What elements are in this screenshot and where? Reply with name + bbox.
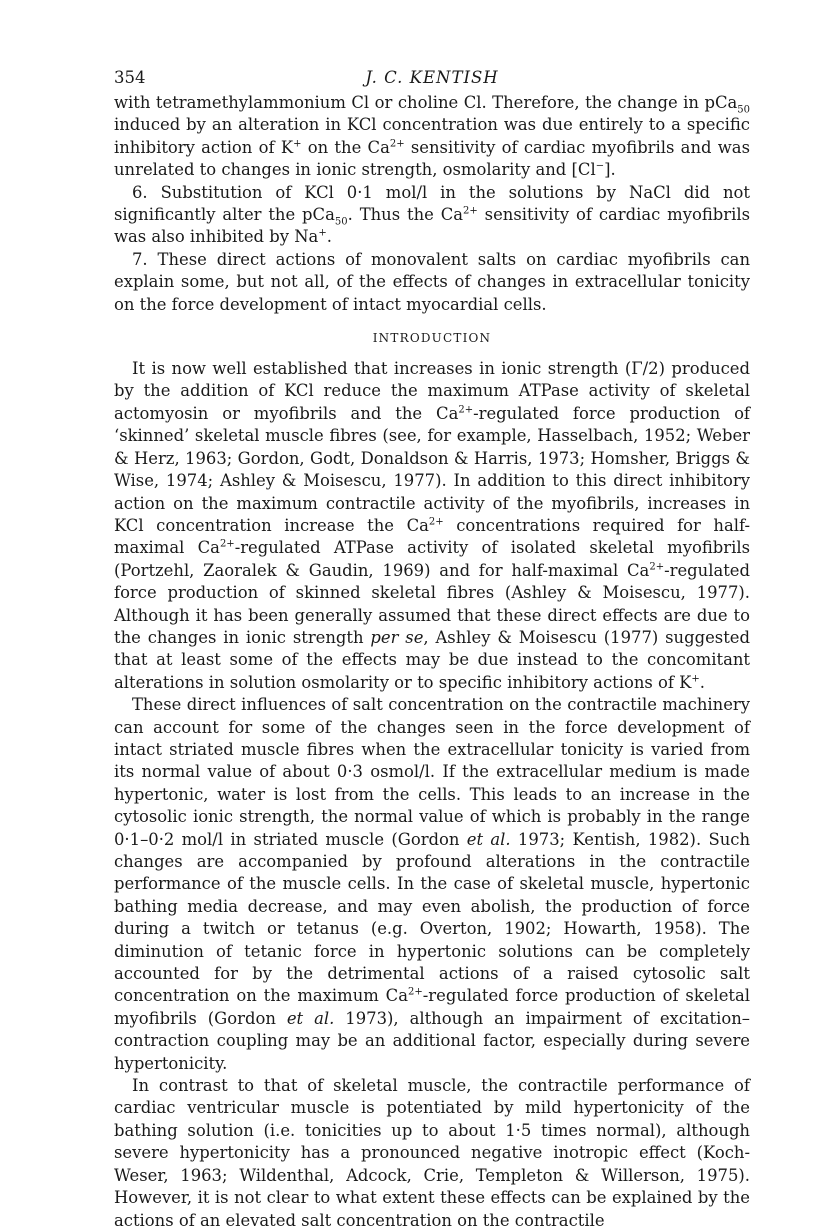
italic-text: et al. (466, 829, 511, 849)
text-run: , Ashley & Moisescu (1977) suggested that at least some of the effects may be due instead to the concomitant alterations in solution osmolarity or to specific inhibitory actions of K (114, 627, 750, 692)
text-run: 6. Substitution of KCl 0·1 mol/l in the solutions by NaCl did not significantly alter the pCa (114, 182, 750, 225)
introduction-heading: INTRODUCTION (372, 331, 492, 346)
superscript: 2+ (649, 561, 665, 573)
text-run: -regulated force production of skinned skeletal fibres (Ashley & Moisescu, 1977). Although it has been generally assumed that these direct effects are due to the changes in ionic strength (114, 560, 750, 647)
text-run: . Thus the Ca (347, 205, 464, 225)
text-run: -regulated ATPase activity of isolated skeletal myofibrils (Portzehl, Zaoralek & Gaudin, 1969) and for half-maximal Ca (114, 538, 750, 580)
text-run: These direct influences of salt concentration on the contractile machinery can account for some of the changes seen in the force development of intact striated muscle fibres when the extracellular tonicity is varied from its normal value of about 0·3 osmol/l. If the extracellular medium is made hypertonic, water is lost from the cells. This leads to an increase in the cytosolic ionic strength, the normal value of which is probably in the range 0·1–0·2 mol/l in striated muscle (Gordon (114, 695, 750, 849)
superscript: − (595, 160, 605, 172)
summary-point-7: 7. These direct actions of monovalent salts on cardiac myofibrils can explain some, but not all, of the effects of changes in extracellular tonicity on the force development of intact myocardial cells. (114, 249, 750, 314)
page-number: 354 (114, 68, 146, 87)
superscript: + (293, 138, 302, 150)
subscript: 50 (737, 104, 750, 116)
text-run: . (326, 227, 332, 247)
superscript: + (318, 227, 327, 239)
introduction-paragraph-2 (114, 694, 750, 1075)
introduction-paragraph-1 (114, 358, 750, 694)
introduction-paragraph-3: In contrast to that of skeletal muscle, the contractile performance of cardiac ventricular muscle is potentiated by mild hypertonicity of the bathing solution (i.e. tonicities up to about 1·5 times normal), although severe hypertonicity has a pronounced negative inotropic effect (Koch-Weser, 1963; Wildenthal, Adcock, Crie, Templeton & Willerson, 1975). However, it is not clear to what extent these effects can be explained by the actions of an elevated salt concentration on the contractile (114, 1076, 750, 1230)
superscript: 2+ (458, 404, 474, 416)
superscript: 2+ (428, 516, 444, 528)
italic-text: per se (370, 627, 424, 647)
text-run: concentrations required for half-maximal Ca (114, 515, 751, 558)
text-run: -regulated force production of ‘skinned’ skeletal muscle fibres (see, for example, Hasselbach, 1952; Weber & Herz, 1963; Gordon, Godt, Donaldson & Harris, 1973; Homsher, Briggs & Wise, 1974; Ashley & Moisescu, 1977). In addition to this direct inhibitory action on the maximum contractile activity of the myofibrils, increases in KCl concentration increase the Ca (114, 403, 750, 535)
superscript: + (691, 673, 700, 685)
text-run: with tetramethylammonium Cl or choline Cl. Therefore, the change in pCa (114, 93, 738, 112)
superscript: 2+ (389, 138, 405, 150)
text-run: -regulated force production of skeletal myofibrils (Gordon (114, 986, 750, 1028)
summary-point-6 (114, 182, 750, 249)
text-run: ]. (604, 160, 616, 180)
text-run: on the Ca (301, 137, 390, 157)
superscript: 2+ (408, 986, 423, 998)
text-run: induced by an alteration in KCl concentration was due entirely to a specific inhibitory action of K (114, 115, 750, 157)
journal-page (114, 62, 750, 1232)
subscript: 50 (334, 216, 348, 228)
superscript: 2+ (463, 205, 478, 217)
running-head-author: J. C. KENTISH (365, 68, 499, 87)
text-run: . (699, 672, 706, 692)
running-head (114, 62, 750, 92)
text-run: 1973; Kentish, 1982). Such changes are accompanied by profound alterations in the contractile performance of the muscle cells. In the case of skeletal muscle, hypertonic bathing media decrease, and may even abolish, the production of force during a twitch or tetanus (e.g. Overton, 1902; Howarth, 1958). The diminution of tetanic force in hypertonic solutions can be completely accounted for by the detrimental actions of a raised cytosolic salt concentration on the maximum Ca (114, 829, 750, 1006)
text-run: 1973), although an impairment of excitation–contraction coupling may be an additional factor, especially during severe hypertonicity. (114, 1008, 750, 1073)
superscript: 2+ (219, 538, 235, 550)
italic-text: et al. (286, 1008, 335, 1028)
text-run: sensitivity of cardiac myofibrils was also inhibited by Na (114, 205, 751, 247)
text-run: It is now well established that increases in ionic strength (Γ/2) produced by the addition of KCl reduce the maximum ATPase activity of skeletal actomyosin or myofibrils and the Ca (114, 359, 750, 423)
text-run: sensitivity of cardiac myofibrils and was unrelated to changes in ionic strength, osmolarity and [Cl (114, 137, 750, 180)
summary-point-5-continued (114, 92, 750, 182)
